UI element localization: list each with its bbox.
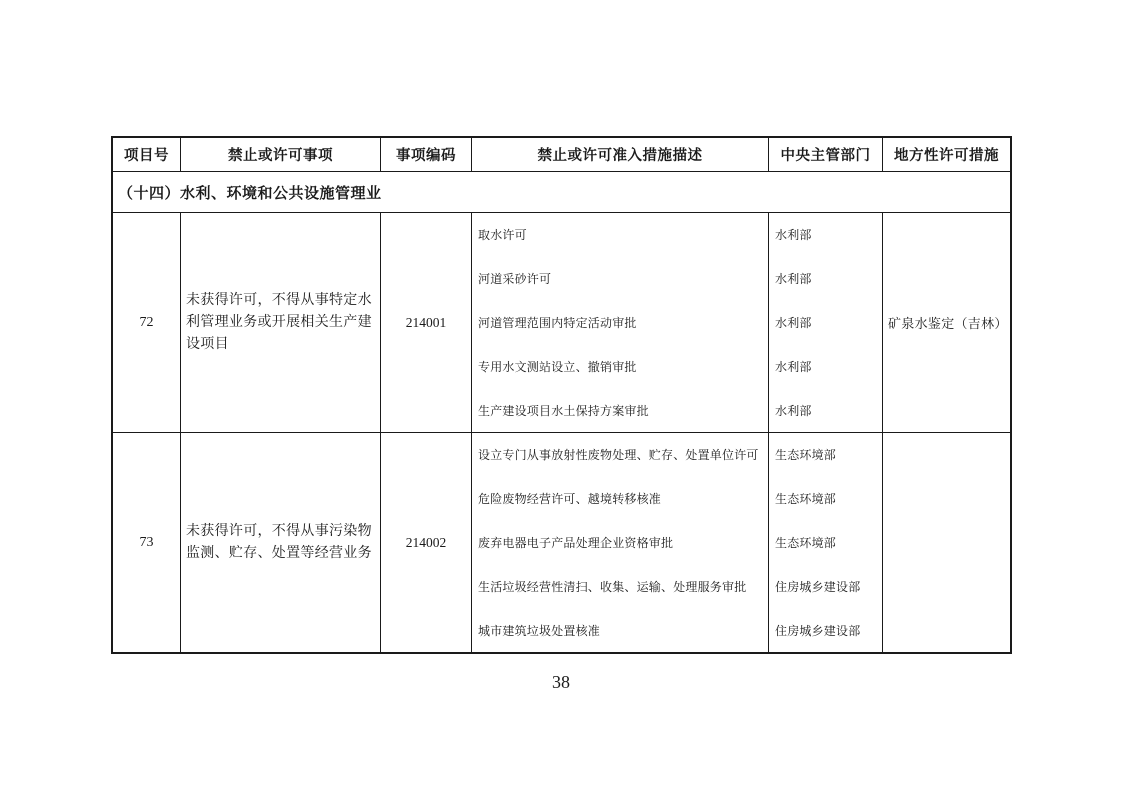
departments-cell [769,433,883,652]
department-item: 水利部 [775,315,812,330]
section-title: （十四）水利、环境和公共设施管理业 [118,185,382,202]
header-cell-central-dept: 中央主管部门 [769,138,883,171]
department-item: 水利部 [775,359,812,374]
department-item: 住房城乡建设部 [775,623,861,638]
table-row [113,432,1010,652]
department-item: 生态环境部 [775,448,837,463]
measures-cell [472,213,769,432]
measure-item: 专用水文测站设立、撤销审批 [478,359,637,374]
measure-item: 危险废物经营许可、越境转移核准 [478,492,662,507]
table-row [113,212,1010,432]
header-cell-measure-desc: 禁止或许可准入措施描述 [472,138,769,171]
department-item: 生态环境部 [775,535,837,550]
local-measure-cell [883,213,1010,432]
header-cell-item: 禁止或许可事项 [181,138,381,171]
department-item: 住房城乡建设部 [775,579,861,594]
section-title-row [113,171,1010,212]
measure-item: 河道采砂许可 [478,272,552,287]
measure-item: 取水许可 [478,228,527,243]
header-cell-local-measure: 地方性许可措施 [894,148,999,164]
item-number-cell: 72 [113,213,181,432]
item-code-cell: 214002 [381,433,472,652]
item-number-cell: 73 [113,433,181,652]
page-number: 38 [552,672,570,692]
departments-cell [769,213,883,432]
item-code-cell: 214001 [381,213,472,432]
department-item: 水利部 [775,228,812,243]
table-header-row [113,138,1010,171]
item-description-cell [181,213,381,432]
measure-item: 城市建筑垃圾处置核准 [478,623,601,638]
item-description-text: 未获得许可，不得从事特定水利管理业务或开展相关生产建设项目 [186,292,372,352]
item-description-text: 未获得许可，不得从事污染物监测、贮存、处置等经营业务 [186,523,372,561]
measure-item: 废弃电器电子产品处理企业资格审批 [478,535,674,550]
department-item: 水利部 [775,272,812,287]
local-measure-cell [883,433,1010,652]
department-item: 生态环境部 [775,492,837,507]
measure-item: 生产建设项目水土保持方案审批 [478,403,649,418]
header-cell-item-no: 项目号 [113,138,181,171]
header-cell-code: 事项编码 [381,138,472,171]
measure-item: 生活垃圾经营性清扫、收集、运输、处理服务审批 [478,579,747,594]
measures-cell [472,433,769,652]
measure-item: 河道管理范围内特定活动审批 [478,315,637,330]
item-description-cell [181,433,381,652]
measure-item: 设立专门从事放射性废物处理、贮存、处置单位许可 [478,448,759,463]
local-measure-text: 矿泉水鉴定（吉林） [888,316,1008,331]
access-list-table [111,136,1012,654]
department-item: 水利部 [775,403,812,418]
